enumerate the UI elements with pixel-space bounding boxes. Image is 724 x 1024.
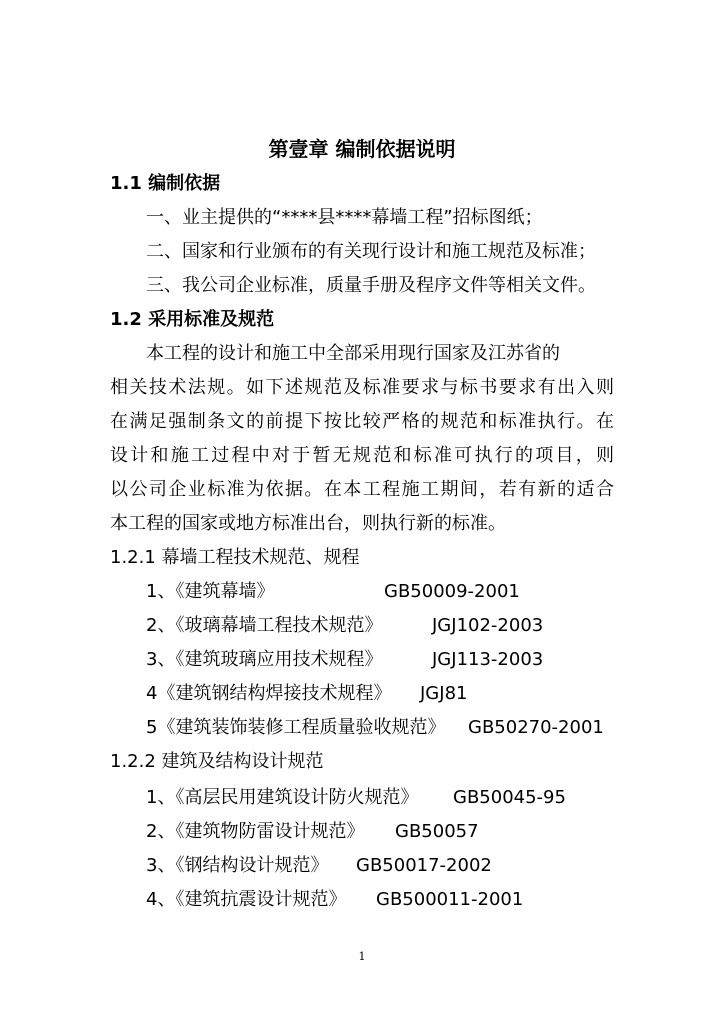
standard-code: GB50045-95 [453, 787, 566, 808]
standard-title: 2、《玻璃幕墙工程技术规范》 [146, 615, 383, 636]
paragraph-line: 设计和施工过程中对于暂无规范和标准可执行的项目，则 [110, 445, 614, 466]
standard-code: GB50270-2001 [468, 717, 604, 738]
list-item: 一、业主提供的“****县****幕墙工程”招标图纸； [146, 207, 543, 228]
paragraph-line: 以公司企业标准为依据。在本工程施工期间，若有新的适合 [110, 479, 614, 500]
standard-title: 3、《钢结构设计规范》 [146, 855, 329, 876]
standard-code: JGJ102-2003 [432, 615, 544, 636]
standard-title: 1、《高层民用建筑设计防火规范》 [146, 787, 419, 808]
list-item: 二、国家和行业颁布的有关现行设计和施工规范及标准； [146, 241, 596, 262]
standard-code: GB500011-2001 [376, 889, 524, 910]
standard-title: 3、《建筑玻璃应用技术规程》 [146, 649, 383, 670]
list-item: 三、我公司企业标准，质量手册及程序文件等相关文件。 [146, 275, 596, 296]
section-heading-1-2-2: 1.2.2 建筑及结构设计规范 [110, 751, 324, 772]
standard-title: 1、《建筑幕墙》 [146, 581, 275, 602]
page-number: 1 [358, 950, 366, 963]
section-heading-1-2: 1.2 采用标准及规范 [110, 309, 275, 330]
standard-code: GB50057 [395, 821, 479, 842]
standard-code: GB50009-2001 [384, 581, 520, 602]
standard-title: 5《建筑装饰装修工程质量验收规范》 [146, 717, 446, 738]
standard-code: JGJ113-2003 [432, 649, 544, 670]
paragraph-line: 本工程的设计和施工中全部采用现行国家及江苏省的 [146, 343, 560, 364]
paragraph-line: 在满足强制条文的前提下按比较严格的规范和标准执行。在 [110, 411, 614, 432]
paragraph-line: 相关技术法规。如下述规范及标准要求与标书要求有出入则 [110, 377, 614, 398]
standard-title: 4、《建筑抗震设计规范》 [146, 889, 347, 910]
standard-code: JGJ81 [420, 683, 468, 704]
paragraph-line: 本工程的国家或地方标准出台，则执行新的标准。 [110, 513, 506, 534]
standard-code: GB50017-2002 [356, 855, 492, 876]
standard-title: 4《建筑钢结构焊接技术规程》 [146, 683, 392, 704]
chapter-title: 第壹章 编制依据说明 [268, 137, 456, 161]
standard-title: 2、《建筑物防雷设计规范》 [146, 821, 365, 842]
section-heading-1-2-1: 1.2.1 幕墙工程技术规范、规程 [110, 547, 360, 568]
section-heading-1-1: 1.1 编制依据 [110, 173, 221, 194]
